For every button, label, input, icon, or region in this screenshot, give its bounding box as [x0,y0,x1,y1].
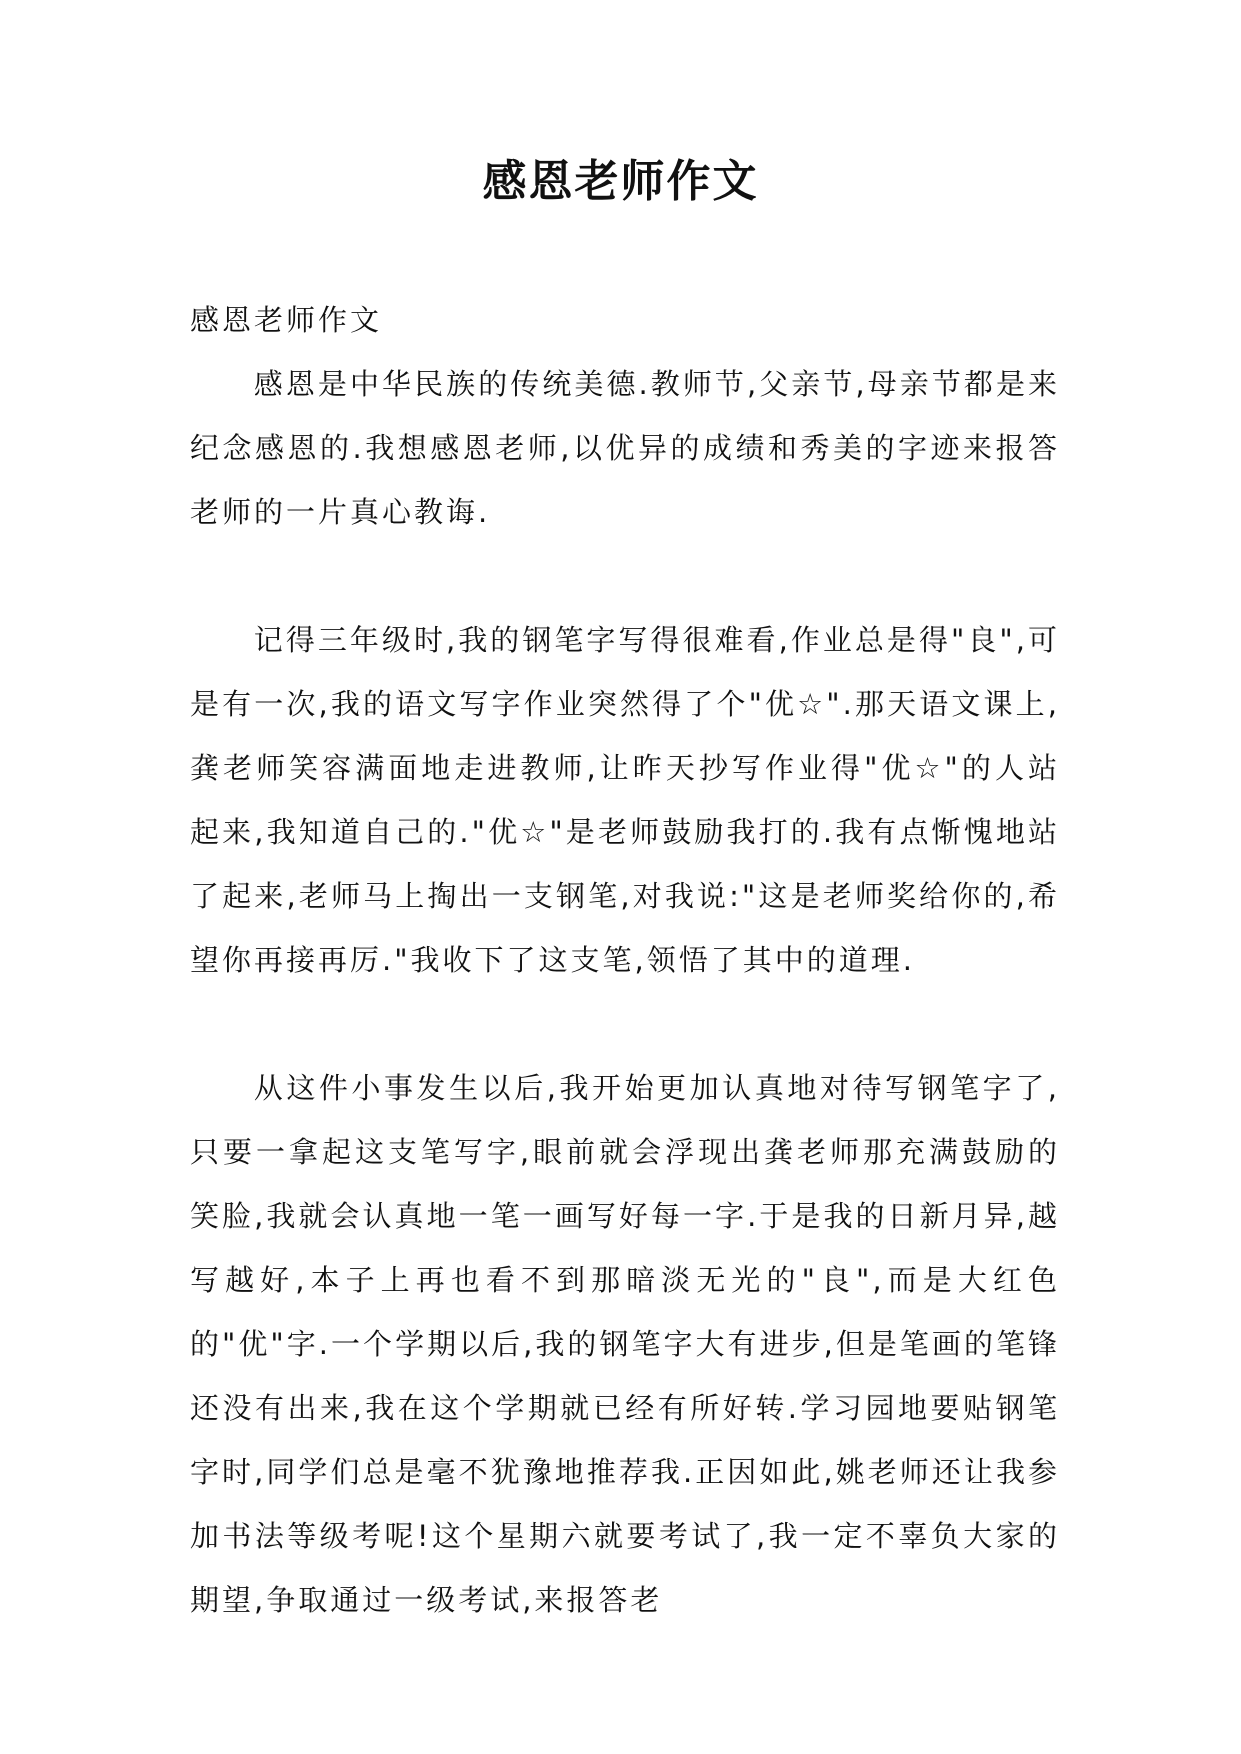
paragraph-1: 感恩是中华民族的传统美德.教师节,父亲节,母亲节都是来纪念感恩的.我想感恩老师,以优异的成绩和秀美的字迹来报答老师的一片真心教诲. [190,367,1060,529]
paragraph-3: 从这件小事发生以后,我开始更加认真地对待写钢笔字了,只要一拿起这支笔写字,眼前就会浮现出龚老师那充满鼓励的笑脸,我就会认真地一笔一画写好每一字.于是我的日新月异,越写越好,本子上再也看不到那暗淡无光的"良",而是大红色的"优"字.一个学期以后,我的钢笔字大有进步,但是笔画的笔锋还没有出来,我在这个学期就已经有所好转.学习园地要贴钢笔字时,同学们总是毫不犹豫地推荐我.正因如此,姚老师还让我参加书法等级考呢!这个星期六就要考试了,我一定不辜负大家的期望,争取通过一级考试,来报答老 [190,1071,1060,1617]
document-subtitle: 感恩老师作文 [190,303,383,337]
paragraph-2: 记得三年级时,我的钢笔字写得很难看,作业总是得"良",可是有一次,我的语文写字作业突然得了个"优☆".那天语文课上,龚老师笑容满面地走进教师,让昨天抄写作业得"优☆"的人站起来,我知道自己的."优☆"是老师鼓励我打的.我有点惭愧地站了起来,老师马上掏出一支钢笔,对我说:"这是老师奖给你的,希望你再接再厉."我收下了这支笔,领悟了其中的道理. [190,623,1060,977]
document-title: 感恩老师作文 [482,156,759,207]
document-body [190,288,1060,1632]
